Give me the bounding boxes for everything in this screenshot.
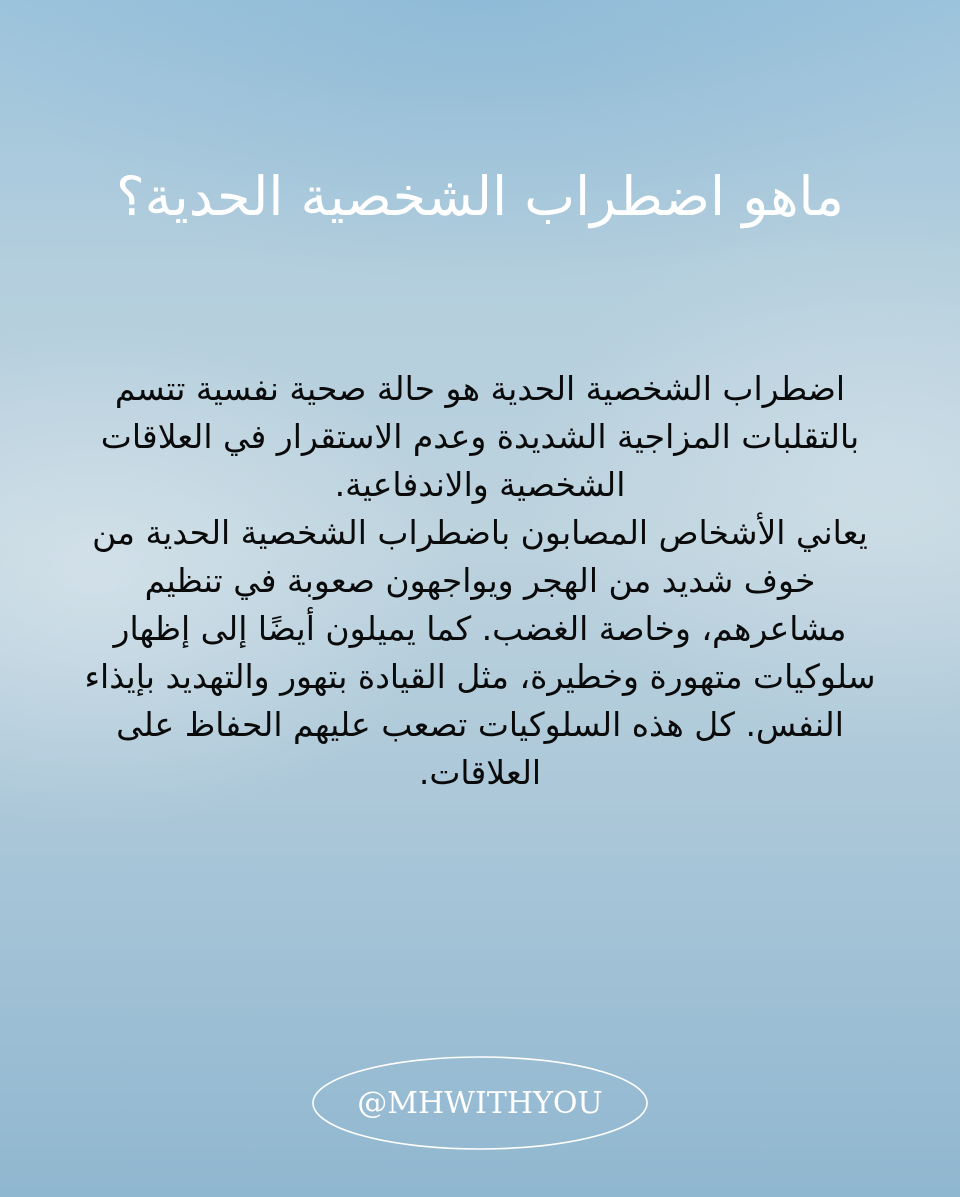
social-handle: @MHWITHYOU [357,1085,603,1121]
handle-badge [311,1055,649,1151]
body-text [70,365,890,797]
paragraph-symptoms: يعاني الأشخاص المصابون باضطراب الشخصية الحدية من خوف شديد من الهجر ويواجهون صعوبة في تنظيم مشاعرهم، وخاصة الغضب. كما يميلون أيضًا إلى إظهار سلوكيات متهورة وخطيرة، مثل القيادة بتهور والتهديد بإيذاء النفس. كل هذه السلوكيات تصعب عليهم الحفاظ على العلاقات. [84,513,876,792]
page-title: ماهو اضطراب الشخصية الحدية؟ [116,165,844,228]
paragraph-definition: اضطراب الشخصية الحدية هو حالة صحية نفسية تتسم بالتقلبات المزاجية الشديدة وعدم الاستقرار في العلاقات الشخصية والاندفاعية. [100,369,860,504]
